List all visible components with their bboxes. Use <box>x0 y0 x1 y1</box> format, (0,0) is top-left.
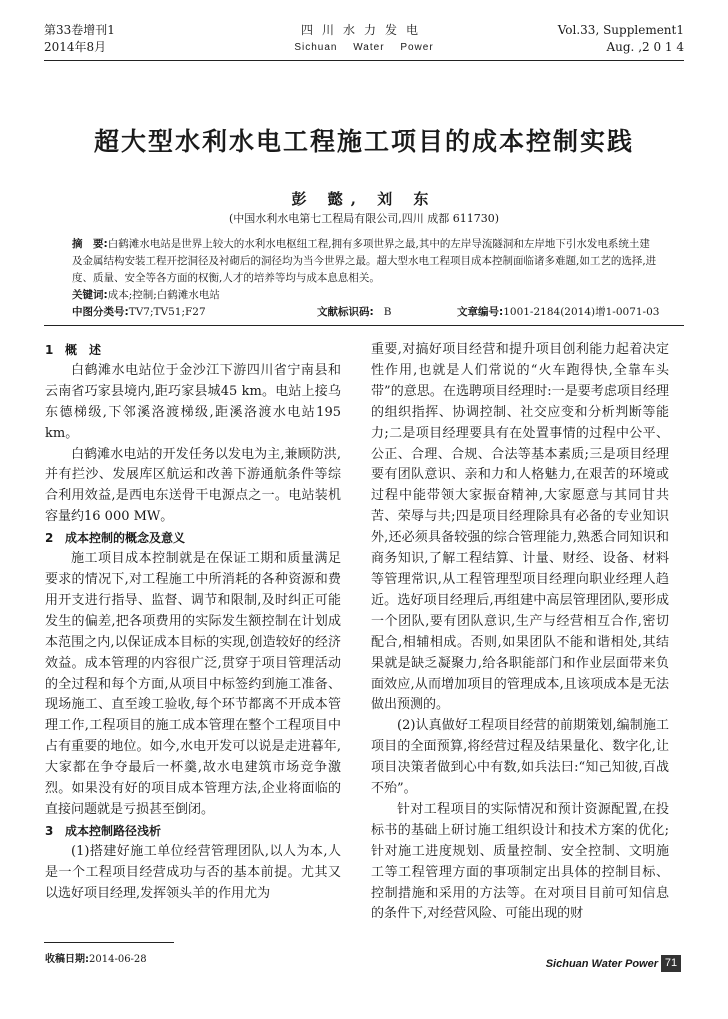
journal-name-en: Sichuan Water Power <box>294 42 434 53</box>
section-number: 3 <box>45 823 54 838</box>
section-heading-2 <box>45 528 341 549</box>
abstract-label: 摘 要: <box>72 238 108 250</box>
right-column <box>371 340 669 925</box>
paragraph: (1)搭建好施工单位经营管理团队,以人为本,人是一个工程项目经营成功与否的基本前提。尤其又以选好项目经理,发挥领头羊的作用尤为 <box>45 843 341 901</box>
volume-cn: 第33卷增刊1 <box>44 23 115 37</box>
doccode-value: B <box>383 306 392 318</box>
paragraph: 白鹤滩水电站位于金沙江下游四川省宁南县和云南省巧家县境内,距巧家县城45 km。电站上接乌东德梯级,下邻溪洛渡梯级,距溪洛渡水电站195 km。 <box>45 362 341 441</box>
journal-name-cn: 四川水力发电 <box>300 23 427 37</box>
header-rule <box>44 60 684 61</box>
footnote-rule <box>44 942 174 943</box>
abstract-text: 白鹤滩水电站是世界上较大的水利水电枢纽工程,拥有多项世界之最,其中的左岸导流隧洞和左岸地下引水发电系统土建及金属结构安装工程开挖洞径及衬砌后的洞径均为当今世界之最。超大型水电工程项目成本控制面临诸多难题,如工艺的选择,进度、质量、安全等各方面的权衡,人才的培养等均与成本息息相关。 <box>72 238 657 284</box>
keywords <box>72 287 658 304</box>
footer-journal-name: Sichuan Water Power <box>545 958 658 970</box>
class-label: 中图分类号: <box>72 306 129 318</box>
page-number: 71 <box>661 955 681 972</box>
header-right <box>558 22 684 56</box>
paragraph: 施工项目成本控制就是在保证工期和质量满足要求的情况下,对工程施工中所消耗的各种资源和费用开支进行指导、监督、调节和限制,及时纠正可能发生的偏差,把各项费用的实际发生额控制在计划成本范围之内,以保证成本目标的实现,创造较好的经济效益。成本管理的内容很广泛,贯穿于项目管理活动的全过程和每个方面,从项目中标签约到施工准备、现场施工、直至竣工验收,每个环节都离不开成本管理工作,工程项目的施工成本管理在整个工程项目中占有重要的地位。如今,水电开发可以说是走进暮年,大家都在争夺最后一杯羹,故水电建筑市场竞争激烈。如果没有好的项目成本管理方法,企业将面临的直接问题就是亏损甚至倒闭。 <box>45 551 341 817</box>
section-number: 2 <box>45 531 54 546</box>
section-number: 1 <box>45 343 54 357</box>
class-value: TV7;TV51;F27 <box>128 306 206 318</box>
section-heading-3 <box>45 821 341 842</box>
section-title: 成本控制路径浅析 <box>65 823 162 838</box>
keywords-text: 成本;控制;白鹤滩水电站 <box>107 289 220 301</box>
date-en: Aug. ,2 0 1 4 <box>606 40 684 54</box>
left-column <box>45 340 341 904</box>
paragraph: 针对工程项目的实际情况和预计资源配置,在投标书的基础上研讨施工组织设计和技术方案的优化;针对施工进度规划、质量控制、安全控制、文明施工等工程管理方面的事项制定出具体的控制目标、控制措施和采用的方法等。在对项目目前可知信息的条件下,对经营风险、可能出现的财 <box>371 801 669 922</box>
keywords-label: 关键词: <box>72 289 108 301</box>
date-cn: 2014年8月 <box>44 40 107 54</box>
article-title: 超大型水利水电工程施工项目的成本控制实践 <box>93 127 634 156</box>
section-title: 概 述 <box>65 343 102 357</box>
received-value: 2014-06-28 <box>89 954 147 965</box>
section-title: 成本控制的概念及意义 <box>65 531 186 546</box>
running-header <box>44 22 684 62</box>
received-label: 收稿日期: <box>45 954 89 965</box>
articleno-value: 1001-2184(2014)增1-0071-03 <box>503 306 660 318</box>
paragraph: (2)认真做好工程项目经营的前期策划,编制施工项目的全面预算,将经营过程及结果量化、数字化,让项目决策者做到心中有数,如兵法曰:“知己知彼,百战不殆”。 <box>371 718 669 797</box>
abstract <box>72 236 658 287</box>
abstract-rule <box>44 325 684 326</box>
section-heading-1 <box>45 340 341 361</box>
volume-en: Vol.33, Supplement1 <box>557 23 684 37</box>
author-affiliation: (中国水利水电第七工程局有限公司,四川 成都 611730) <box>228 212 500 225</box>
article-authors: 彭 懿, 刘 东 <box>291 190 437 208</box>
articleno-label: 文章编号: <box>457 306 504 318</box>
doccode-label: 文献标识码: <box>317 306 374 318</box>
paragraph: 重要,对搞好项目经营和提升项目创利能力起着决定性作用,也就是人们常说的“火车跑得快,全靠车头带”的意思。在选聘项目经理时:一是要考虑项目经理的组织指挥、协调控制、社交应变和分析判断等能力;二是项目经理要具有在处置事情的过程中公平、公正、合理、合规、合法等基本素质;三是项目经理要有团队意识、亲和力和人格魅力,在艰苦的环境或过程中能带领大家振奋精神,大家愿意与其同甘共苦、荣辱与共;四是项目经理除具有必备的专业知识外,还必须具备较强的综合管理能力,熟悉合同知识和商务知识,了解工程结算、计量、财经、设备、材料等管理常识,从工程管理型项目经理向职业经理人趋近。选好项目经理后,再组建中高层管理团队,要形成一个团队,要有团队意识,生产与经营相互合作,密切配合,相辅相成。否则,如果团队不能和谐相处,其结果就是缺乏凝聚力,给各职能部门和作业层面带来负面效应,从而增加项目的管理成本,且该项成本是无法做出预测的。 <box>371 342 669 713</box>
paragraph: 白鹤滩水电站的开发任务以发电为主,兼顾防洪,并有拦沙、发展库区航运和改善下游通航条件等综合利用效益,是西电东送骨干电源点之一。电站装机容量约16 000 MW。 <box>45 446 341 525</box>
received-date <box>45 950 147 965</box>
